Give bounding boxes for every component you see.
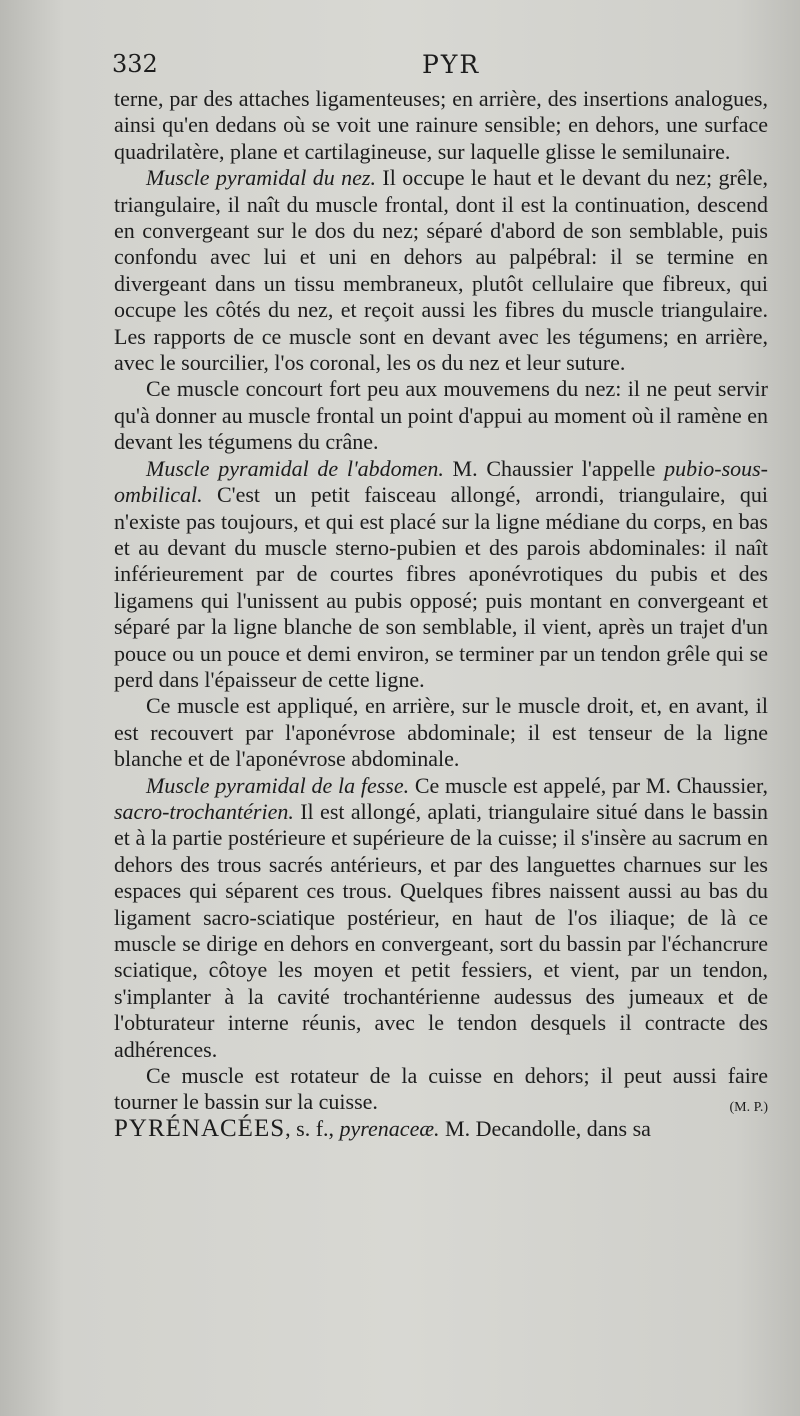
paragraph-3 [114, 376, 768, 455]
entry-lead: Muscle pyramidal du nez. [146, 165, 376, 191]
paragraph-1 [114, 86, 768, 165]
entry-latin: pyrenaceæ. [339, 1115, 440, 1141]
entry-text-cont: M. Decandolle, dans sa [439, 1115, 651, 1141]
synonym: sacro-trochantérien. [114, 798, 294, 824]
synonym: pubio-sous-ombilical. [114, 455, 769, 508]
paragraph-text: Ce muscle est rotateur de la cuisse en dehors; il peut aussi faire tourner le bassin sur la cuisse. [114, 1063, 768, 1115]
page-header [112, 50, 772, 84]
entry-lead: Muscle pyramidal de la fesse. [146, 772, 410, 798]
paragraph-text: M. Chaussier l'appelle [443, 455, 665, 481]
paragraph-6 [114, 773, 768, 1063]
entry-lead: Muscle pyramidal de l'abdomen. [146, 455, 444, 481]
paragraph-5 [114, 693, 768, 772]
entry-headword: PYRÉNACÉES [114, 1114, 286, 1142]
paragraph-text-cont: Il est allongé, aplati, triangulaire situé dans le bassin et à la partie postérieure et supérieure de la cuisse; il s'insère au sacrum en dehors des trous sacrés antérieurs, et par des languettes charnues sur les espaces qui séparent ces trous. Quelques fibres naissent aussi au bas du ligament sacro-sciatique postérieur, en haut de l'os iliaque; de là ce muscle se dirige en dehors en convergeant, sort du bassin par l'échancrure sciatique, côtoye les moyen et petit fessiers, et vient, par un tendon, s'implanter à la cavité trochantérienne audessus des jumeaux et de l'obturateur interne réunis, avec le tendon desquels il contracte des adhérences. [114, 798, 768, 1062]
paragraph-text: terne, par des attaches ligamenteuses; en arrière, des insertions analogues, ainsi qu'en dedans où se voit une rainure sensible; en dehors, une surface quadrilatère, plane et cartilagineuse, sur laquelle glisse le semilunaire. [114, 86, 768, 164]
paragraph-text: Ce muscle est appliqué, en arrière, sur le muscle droit, et, en avant, il est recouvert par l'aponévrose abdominale; il est tenseur de la ligne blanche et de l'aponévrose abdominale. [114, 693, 768, 772]
author-signature: (M. P.) [729, 1100, 768, 1116]
paragraph-text: Ce muscle est appelé, par M. Chaussier, [409, 772, 768, 798]
final-entry [114, 1116, 768, 1142]
paragraph-text: Ce muscle concourt fort peu aux mouvemens du nez: il ne peut servir qu'à donner au muscle frontal un point d'appui au moment où il ramène en devant les tégumens du crâne. [114, 376, 768, 455]
entry-text: , s. f., [285, 1115, 340, 1141]
body-text [114, 86, 768, 1142]
paragraph-7 [114, 1063, 768, 1116]
paragraph-text: Il occupe le haut et le devant du nez; grêle, triangulaire, il naît du muscle frontal, dont il est la continuation, descend en convergeant sur le dos du nez; séparé d'abord de son semblable, puis confondu avec lui et uni en dehors au palpébral: il se termine en divergeant dans un tissu membraneux, plutôt cellulaire que fibreux, qui occupe les côtés du nez, et reçoit aussi les fibres du muscle triangulaire. Les rapports de ce muscle sont en devant avec les tégumens; en arrière, avec le sourcilier, l'os coronal, les os du nez et leur suture. [114, 165, 768, 376]
running-head: PYR [422, 50, 481, 79]
paragraph-4 [114, 456, 768, 694]
page-number: 332 [112, 50, 158, 78]
paragraph-2 [114, 165, 768, 376]
paragraph-text-cont: C'est un petit faisceau allongé, arrondi, triangulaire, qui n'existe pas toujours, et qui est placé sur la ligne médiane du corps, en bas et au devant du muscle sterno-pubien et des parois abdominales: il naît inférieurement par de courtes fibres aponévrotiques du pubis et des ligamens qui l'unissent au pubis opposé; puis montant en convergeant et séparé par la ligne blanche de son semblable, il vient, après un trajet d'un pouce ou un pouce et demi environ, se terminer par un tendon grêle qui se perd dans l'épaisseur de cette ligne. [114, 482, 768, 692]
